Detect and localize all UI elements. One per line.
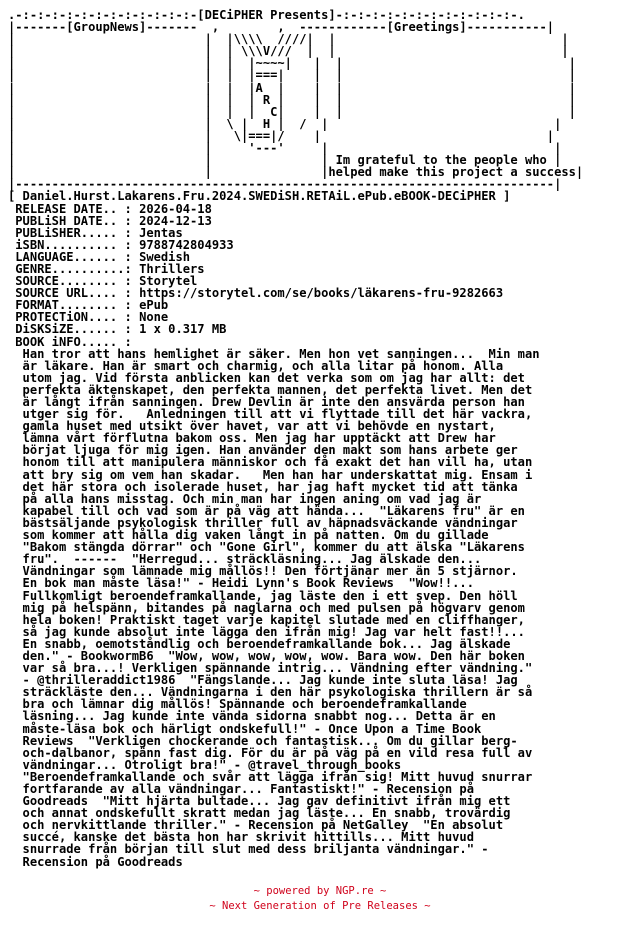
book-info-line: och annat ondskefullt skratt medan jag läste... En snabb, trovärdig xyxy=(8,806,511,821)
book-info-line: bra och lämnar dig mållös! Spännande och beroendeframkallande xyxy=(8,697,467,712)
book-info-line: börjat ljuga för mig igen. Han använder den makt som hans arbete ger xyxy=(8,443,518,458)
info-field-value: ePub xyxy=(139,298,169,313)
info-field-value: Storytel xyxy=(139,274,198,289)
ascii-art-line: | | | | R | | | | xyxy=(8,92,576,107)
info-field-value: Jentas xyxy=(139,225,183,240)
book-info-line: vändningar... Otroligt bra!" - @travel_through_books xyxy=(8,757,402,772)
info-field-key: PROTECTiON.... : xyxy=(8,310,140,325)
book-info-line: är långt ifrån sanningen. Drew Devlin är inte den ansvärda person han xyxy=(8,395,525,409)
book-info-line: utger sig för. Anledningen till att vi flyttade till det här vackra, xyxy=(8,407,533,422)
book-info-line: sträckläste den... Vändningarna i den här psykologiska thrillern är så xyxy=(8,685,533,700)
info-field-key: BOOK iNFO..... : xyxy=(8,334,140,349)
book-info-line: perfekta äktenskapet, den perfekta mannen, det perfekta livet. Men det xyxy=(8,382,533,397)
info-field-value: 2024-12-13 xyxy=(139,213,212,228)
ascii-art-line: .-:-:-:-:-:-:-:-:-:-:-:-:-[DECiPHER Presents]-:-:-:-:-:-:-:-:-:-:-:-:-. xyxy=(8,8,525,22)
book-info-line: hela boken! Praktiskt taget varje kapitel slutade med en cliffhanger, xyxy=(8,612,525,627)
book-info-line: gamla huset med utsikt över havet, var att vi behövde en nystart, xyxy=(8,419,496,434)
ascii-art-line: | | '---' | | xyxy=(8,141,562,156)
book-info-line: kapabel till och vad som är på väg att hända... "Läkarens fru" är en xyxy=(8,503,525,518)
book-info-line: En snabb, oemotståndlig och beroendeframkallande bok... Jag älskade xyxy=(8,636,511,651)
book-info-line: - @thrilleraddict1986 "Fängslande... Jag kunde inte sluta läsa! Jag xyxy=(8,673,518,688)
info-field-key: DiSKSiZE...... : xyxy=(8,322,140,337)
book-info-line: "Beroendeframkallande och svår att lägga ifrån sig! Mitt huvud snurrar xyxy=(8,769,533,784)
book-info-text xyxy=(8,348,583,868)
info-field-key: PUBLiSH DATE.. : xyxy=(8,213,140,228)
footer xyxy=(0,884,640,914)
ascii-art-line: | | | Im grateful to the people who | xyxy=(8,153,562,168)
book-info-line: så jag kunde absolut inte lägga den ifrån mig! Jag var helt fast!!... xyxy=(8,624,525,639)
book-info-line: succé, kanske det bästa hon har skrivit hittills... Mitt huvud xyxy=(8,830,474,845)
info-field-value: None xyxy=(139,310,169,325)
ascii-art-line: | | | |A | | | | xyxy=(8,80,576,95)
info-field-row xyxy=(8,336,583,348)
ascii-art-line: |--------------------------------------------------------------------------| xyxy=(8,177,562,192)
ascii-art-line: | | \ | H | / | | xyxy=(8,116,562,131)
info-field-key: PUBLiSHER..... : xyxy=(8,225,140,240)
ascii-art-line: | | \|===|/ | | xyxy=(8,128,555,143)
info-field-key: LANGUAGE...... : xyxy=(8,249,140,264)
book-info-line: En bok man måste läsa!" - Heidi Lynn's Book Reviews "Wow!!... xyxy=(8,576,474,591)
info-field-value: 2026-04-18 xyxy=(139,201,212,216)
book-info-line: snurrade från början till slut med dess briljanta vändningar." - xyxy=(8,842,489,857)
book-info-line: mig på helspänn, bitandes på naglarna och med pulsen på högvarv genom xyxy=(8,600,525,615)
book-info-line: Fullkomligt beroendeframkallande, jag läste den i ett svep. Den höll xyxy=(8,588,518,603)
ascii-art-line: | | | | C| | | | xyxy=(8,104,576,119)
book-info-line: "Bakom stängda dörrar" och "Gone Girl", kommer du att älska "Läkarens xyxy=(8,540,525,555)
ascii-art-line: | | |helped make this project a success| xyxy=(8,165,584,180)
info-field-key: SOURCE URL.... : xyxy=(8,286,140,301)
info-field-key: RELEASE DATE.. : xyxy=(8,201,140,216)
book-info-line: Vändningar som lämnade mig mållös!! Den förtjänar mer än 5 stjärnor. xyxy=(8,564,518,579)
book-info-line: och nervkittlande thriller." - Recension på NetGalley "En absolut xyxy=(8,818,504,833)
info-field-value: https://storytel.com/se/books/läkarens-fru-9282663 xyxy=(139,286,504,301)
info-field-value: Swedish xyxy=(139,249,191,264)
book-info-line: läsning... Jag kunde inte vända sidorna snabbt nog... Detta är en xyxy=(8,709,496,724)
footer-tagline: ~ Next Generation of Pre Releases ~ xyxy=(209,900,431,912)
ascii-art-line: | | | |~~~~| | | | xyxy=(8,56,576,71)
info-field-value: 9788742804933 xyxy=(139,237,234,252)
nfo-document xyxy=(8,9,583,868)
powered-by-text: ~ powered by NGP.re ~ xyxy=(253,885,387,897)
info-field-key: FORMAT........ : xyxy=(8,298,140,313)
info-field-key: SOURCE........ : xyxy=(8,274,140,289)
book-info-line: bästsäljande psykologisk thriller full av häpnadsväckande vändningar xyxy=(8,515,518,530)
info-field-value: 1 x 0.317 MB xyxy=(139,322,227,337)
book-info-line: var så bra...! Verkligen spännande intrig... Vändning efter vändning." xyxy=(8,661,533,676)
info-field-key: GENRE..........: xyxy=(8,261,140,276)
book-info-line: Goodreads "Mitt hjärta bultade... Jag gav definitivt ifrån mig ett xyxy=(8,794,511,809)
ascii-art-line: | | | |===| | | | xyxy=(8,68,576,83)
book-info-line: Reviews "Verkligen chockerande och fantastisk... Om du gillar berg- xyxy=(8,733,518,748)
book-info-line: Han tror att hans hemlighet är säker. Men hon vet sanningen... Min man xyxy=(8,346,540,361)
book-info-line: är läkare. Han är smart och charmig, och alla litar på honom. Alla xyxy=(8,358,504,373)
book-info-line: fortfarande av alla vändningar... Fantastiskt!" - Recension på xyxy=(8,782,474,796)
book-info-line: fru". ------ "Herregud... sträckläsning... Jag älskade den... xyxy=(8,552,482,567)
book-info-line: den." - BookwormB6 "Wow, wow, wow, wow, wow. Bara wow. Den här boken xyxy=(8,648,525,663)
book-info-line: på alla hans misstag. Och min man har ingen aning om vad jag är xyxy=(8,491,482,506)
book-info-line: det här stora och isolerade huset, har jag haft mycket tid att tänka xyxy=(8,479,518,494)
info-field-value: Thrillers xyxy=(139,261,205,276)
book-info-line: honom till att manipulera människor och få exakt det han vill ha, utan xyxy=(8,455,533,470)
release-name: [ Daniel.Hurst.Lakarens.Fru.2024.SWEDiSH.RETAiL.ePub.eBOOK-DECiPHER ] xyxy=(8,189,511,204)
ascii-art-line: |-------[GroupNews]------- , , ------------[Greetings]-----------| xyxy=(8,20,555,35)
release-info-fields xyxy=(8,203,583,348)
book-info-line: Recension på Goodreads xyxy=(8,854,183,869)
book-info-line: lämna vårt förflutna bakom oss. Men jag har upptäckt att Drew har xyxy=(8,431,496,446)
book-info-line: som kommer att hålla dig vaken långt in på natten. Om du gillade xyxy=(8,528,489,543)
book-info-line: måste-läsa bok och härligt ondskefull!" - Once Upon a Time Book xyxy=(8,721,482,736)
book-info-line: att bry sig om vem han skadar. Men han har underskattat mig. Ensam i xyxy=(8,467,533,482)
ascii-art-line: | | | \\\V/// | | | xyxy=(8,44,569,59)
info-field-key: iSBN.......... : xyxy=(8,237,140,252)
book-info-line: utom jag. Vid första anblicken kan det verka som om jag har allt: det xyxy=(8,370,525,385)
ascii-art-line: | | |\\\\ ////| | | xyxy=(8,32,569,47)
ascii-art-header xyxy=(8,9,583,190)
book-info-line: och-dalbanor, spänn fast dig. För du är på väg på en vild resa full av xyxy=(8,745,533,760)
